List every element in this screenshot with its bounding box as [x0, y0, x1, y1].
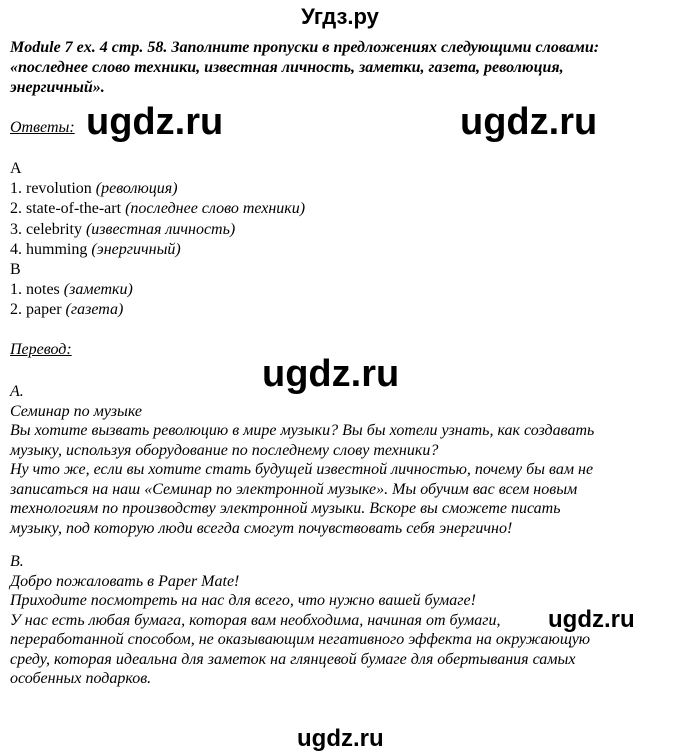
answer-number: 1.: [10, 281, 22, 299]
task-line: «последнее слово техники, известная личность, заметки, газета, революция,: [10, 59, 564, 76]
translation-line: переработанной способом, не оказывающим негативного эффекта на окружающую: [10, 631, 591, 648]
answer-translation: (газета): [65, 301, 124, 319]
translation-heading: Перевод:: [10, 341, 72, 358]
answer-number: 4.: [10, 240, 22, 258]
answer-number: 1.: [10, 180, 22, 198]
task-line: энергичный».: [10, 79, 105, 96]
section-a-label: A: [10, 160, 22, 177]
answer-word: celebrity: [26, 220, 82, 238]
translation-line: Семинар по музыке: [10, 402, 142, 420]
answer-number: 3.: [10, 220, 22, 238]
watermark: ugdz.ru: [460, 101, 598, 143]
answer-item: [10, 280, 305, 300]
answer-translation: (известная личность): [85, 220, 236, 238]
answer-translation: (заметки): [63, 281, 133, 299]
answer-item: [10, 179, 305, 199]
part-b-label: B.: [10, 553, 24, 570]
answer-word: notes: [26, 281, 60, 299]
translation-line: особенных подарков.: [10, 670, 152, 687]
translation-line: среду, которая идеальна для заметок на глянцевой бумаге для обертывания самых: [10, 650, 576, 668]
answer-item: [10, 220, 305, 240]
answer-translation: (энергичный): [91, 240, 181, 258]
translation-line: Приходите посмотреть на нас для всего, что нужно вашей бумаге!: [10, 592, 476, 609]
answer-item: [10, 240, 305, 260]
watermark: ugdz.ru: [297, 725, 384, 752]
site-header: Угдз.ру: [301, 4, 379, 29]
answer-word: revolution: [26, 180, 92, 198]
translation-line: музыку, используя оборудование по последнему слову техники?: [10, 441, 439, 459]
translation-line: Ну что же, если вы хотите стать будущей известной личностью, почему бы вам не: [10, 461, 594, 478]
translation-line: записаться на наш «Семинар по электронной музыке». Мы обучим вас всем новым: [10, 480, 578, 498]
watermark: ugdz.ru: [86, 101, 224, 143]
task-statement: [10, 38, 675, 98]
watermark: ugdz.ru: [262, 353, 400, 395]
answer-translation: (революция): [95, 180, 178, 198]
translation-line: Добро пожаловать в Paper Mate!: [10, 572, 240, 590]
section-b-label: B: [10, 261, 21, 279]
answers-list: [10, 159, 305, 321]
translation-line: У нас есть любая бумага, которая вам необходима, начиная от бумаги,: [10, 611, 501, 629]
translation-line: Вы хотите вызвать революцию в мире музыки? Вы бы хотели узнать, как создавать: [10, 422, 595, 439]
translation-line: технологиям по производству электронной музыки. Вскоре вы сможете писать: [10, 500, 561, 517]
watermark: ugdz.ru: [548, 606, 635, 633]
answer-item: [10, 300, 305, 320]
answer-translation: (последнее слово техники): [125, 200, 306, 218]
translation-line: музыку, под которую люди всегда смогут почувствовать себя энергично!: [10, 519, 513, 537]
answer-number: 2.: [10, 301, 22, 319]
answers-heading: Ответы:: [10, 119, 75, 136]
answer-word: state-of-the-art: [26, 200, 122, 218]
part-a-label: A.: [10, 383, 24, 400]
paragraph-gap: [10, 538, 675, 552]
answer-word: humming: [26, 240, 88, 258]
translation-text: [10, 382, 675, 689]
task-line: Module 7 ex. 4 стр. 58. Заполните пропуски в предложениях следующими словами:: [10, 39, 600, 56]
answer-item: [10, 199, 305, 219]
answer-number: 2.: [10, 200, 22, 218]
answer-word: paper: [26, 301, 62, 319]
